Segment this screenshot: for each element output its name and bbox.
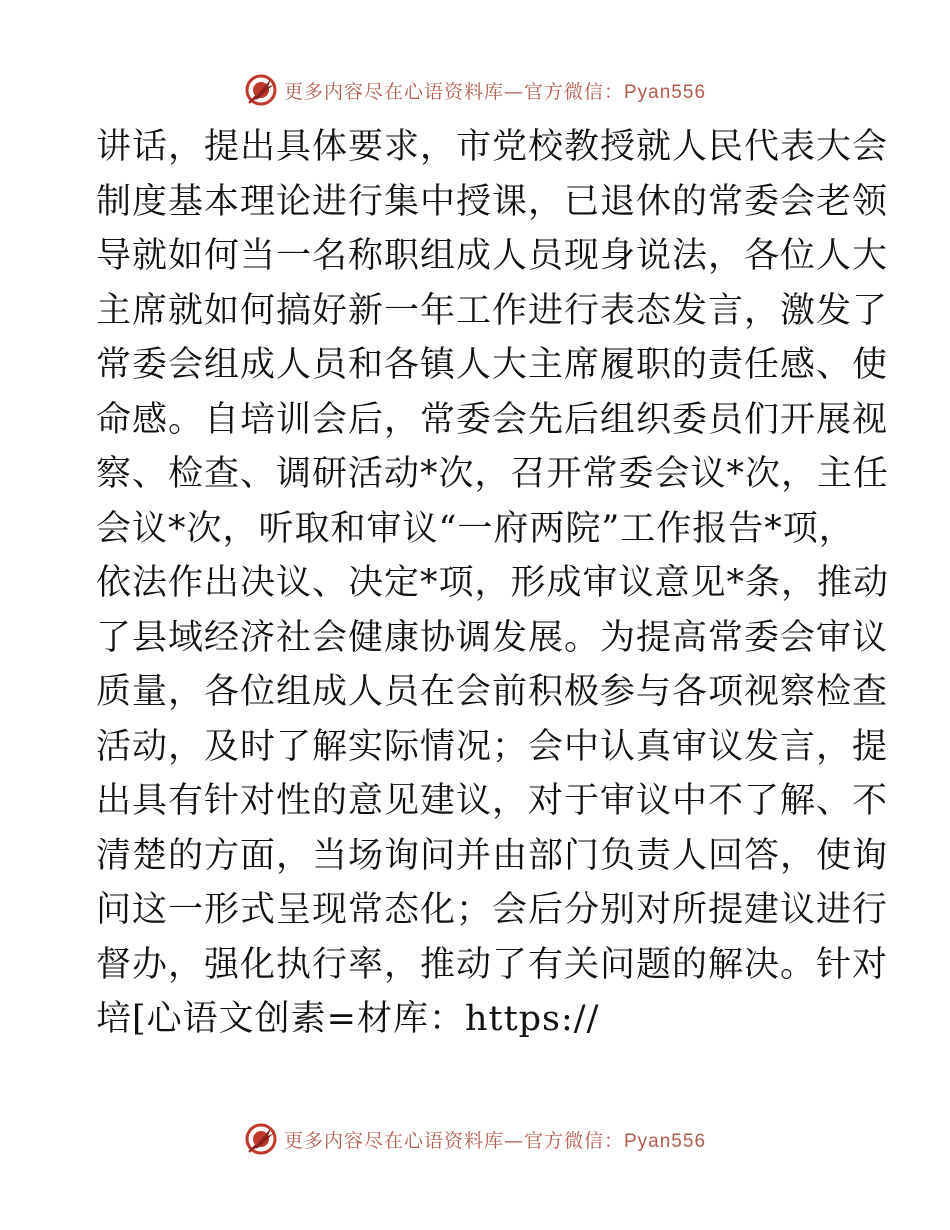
body-line: 命感。自培训会后，常委会先后组织委员们开展视 — [96, 399, 889, 440]
header-wechat-id: Pyan556 — [624, 81, 707, 103]
footer-banner-label: 更多内容尽在心语资料库—官方微信： — [283, 1129, 624, 1152]
body-line: 质量，各位组成人员在会前积极参与各项视察检查 — [96, 672, 889, 712]
body-line: 导就如何当一名称职组成人员现身说法，各位人大 — [96, 236, 889, 276]
body-line: 活动，及时了解实际情况；会中认真审议发言，提 — [96, 726, 889, 767]
body-line: 督办，强化执行率，推动了有关问题的解决。针对 — [96, 944, 889, 985]
header-banner-text — [284, 77, 706, 104]
body-line: 常委会组成人员和各镇人大主席履职的责任感、使 — [96, 345, 889, 385]
body-line: 了县域经济社会健康协调发展。为提高常委会审议 — [96, 617, 889, 658]
footer-wechat-id: Pyan556 — [624, 1130, 707, 1152]
body-line: 清楚的方面，当场询问并由部门负责人回答，使询 — [96, 835, 889, 876]
body-line: 察、检查、调研活动*次，召开常委会议*次，主任 — [96, 454, 890, 494]
body-line: 会议*次，听取和审议“一府两院”工作报告*项， — [96, 508, 855, 549]
body-line-last: 培[心语文创素=材库：https:// — [96, 999, 600, 1039]
header-banner-label: 更多内容尽在心语资料库—官方微信： — [283, 80, 624, 103]
body-line: 制度基本理论进行集中授课，已退休的常委会老领 — [96, 181, 889, 222]
body-line: 主席就如何搞好新一年工作进行表态发言，激发了 — [96, 290, 889, 331]
document-body — [96, 120, 890, 1047]
quill-pen-logo-icon — [244, 1122, 278, 1156]
body-line: 讲话，提出具体要求，市党校教授就人民代表大会 — [96, 127, 889, 167]
quill-pen-logo-icon — [244, 73, 278, 107]
body-line: 出具有针对性的意见建议，对于审议中不了解、不 — [96, 781, 889, 821]
header-banner — [0, 70, 950, 110]
footer-banner-text — [284, 1126, 706, 1153]
body-line: 依法作出决议、决定*项，形成审议意见*条，推动 — [96, 563, 890, 603]
footer-banner — [0, 1119, 950, 1159]
body-line: 问这一形式呈现常态化；会后分别对所提建议进行 — [96, 890, 889, 930]
